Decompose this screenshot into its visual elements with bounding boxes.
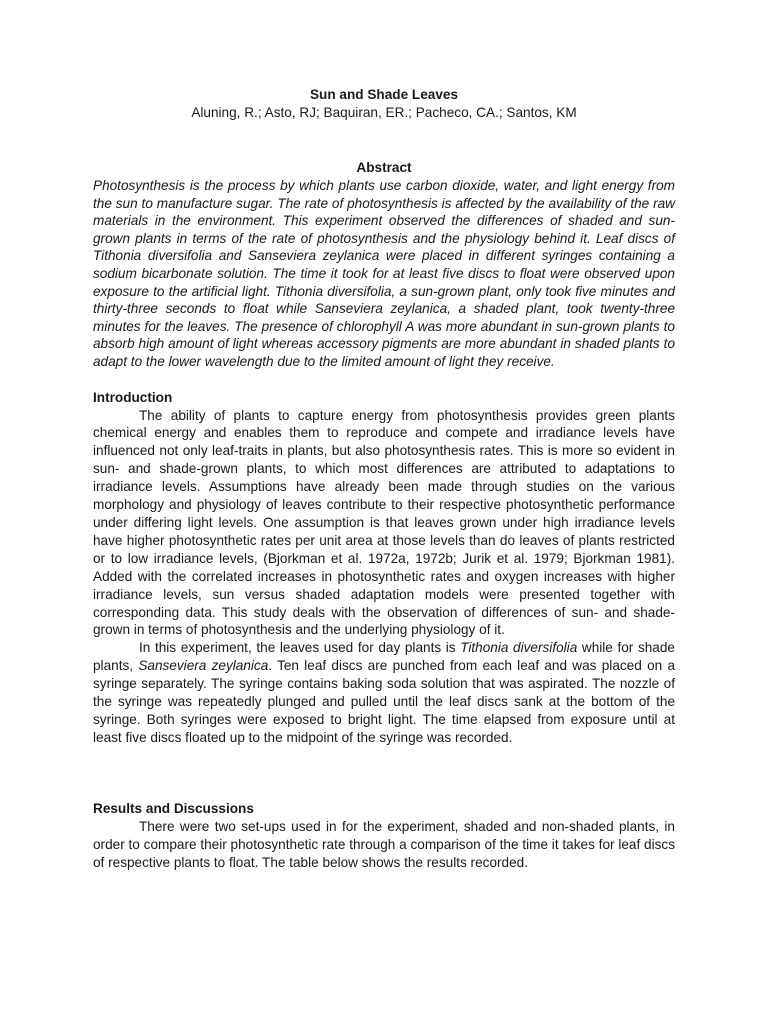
introduction-paragraph-2	[93, 639, 675, 746]
species-name-shade: Sanseviera zeylanica	[138, 658, 269, 674]
species-name-sun: Tithonia diversifolia	[460, 640, 578, 656]
abstract-text: Photosynthesis is the process by which plants use carbon dioxide, water, and light energy from the sun to manufacture sugar. The rate of photosynthesis is affected by the availability of the raw materials in the environment. This experiment observed the differences of shaded and sun- grown plants in terms of the rate of photosynthesis and the physiology behind it. Leaf discs of Tithonia diversifolia and Sanseviera zeylanica were placed in different syringes containing a sodium bicarbonate solution. The time it took for at least five discs to float were observed upon exposure to the artificial light. Tithonia diversifolia, a sun-grown plant, only took five minutes and thirty-three seconds to float while Sanseviera zeylanica, a shaded plant, took twenty-three minutes for the leaves. The presence of chlorophyll A was more abundant in sun-grown plants to absorb high amount of light whereas accessory pigments are more abundant in shaded plants to adapt to the lower wavelength due to the limited amount of light they receive.	[93, 178, 675, 369]
introduction-paragraph-1: The ability of plants to capture energy from photosynthesis provides green plants chemical energy and enables them to reproduce and compete and irradiance levels have influenced not only leaf-traits in plants, but also photosynthesis rates. This is more so evident in sun- and shade-grown plants, to which most differences are attributed to adaptations to irradiance levels. Assumptions have already been made through studies on the various morphology and physiology of leaves contribute to their respective photosynthetic performance under differing light levels. One assumption is that leaves grown under high irradiance levels have higher photosynthetic rates per unit area at those levels than do leaves of plants restricted or to low irradiance levels, (Bjorkman et al. 1972a, 1972b; Jurik et al. 1979; Bjorkman 1981). Added with the correlated increases in photosynthetic rates and oxygen increases with higher irradiance levels, sun versus shaded adaptation models were presented together with corresponding data. This study deals with the observation of differences of sun- and shade-grown in terms of photosynthesis and the underlying physiology of it.	[93, 407, 675, 638]
paragraph-text: . Ten leaf discs are punched from each leaf and was placed on a syringe separately. The syringe contains baking soda solution that was aspirated. The nozzle of the syringe was repeatedly plunged and pulled until the leaf discs sank at the bottom of the syringe. Both syringes were exposed to bright light. The time elapsed from exposure until at least five discs floated up to the midpoint of the syringe was recorded.	[93, 658, 676, 745]
results-heading: Results and Discussions	[93, 800, 254, 816]
paper-page	[93, 86, 675, 871]
paragraph-text: while for shade plants,	[93, 640, 675, 674]
results-paragraph-1: There were two set-ups used in for the experiment, shaded and non-shaded plants, in order to compare their photosynthetic rate through a comparison of the time it takes for leaf discs of respective plants to float. The table below shows the results recorded.	[93, 818, 675, 870]
introduction-heading: Introduction	[93, 389, 173, 405]
abstract-heading: Abstract	[356, 160, 412, 175]
author-list: Aluning, R.; Asto, RJ; Baquiran, ER.; Pacheco, CA.; Santos, KM	[191, 105, 577, 120]
paragraph-text: In this experiment, the leaves used for day plants is	[139, 640, 461, 656]
paper-title: Sun and Shade Leaves	[309, 87, 459, 102]
